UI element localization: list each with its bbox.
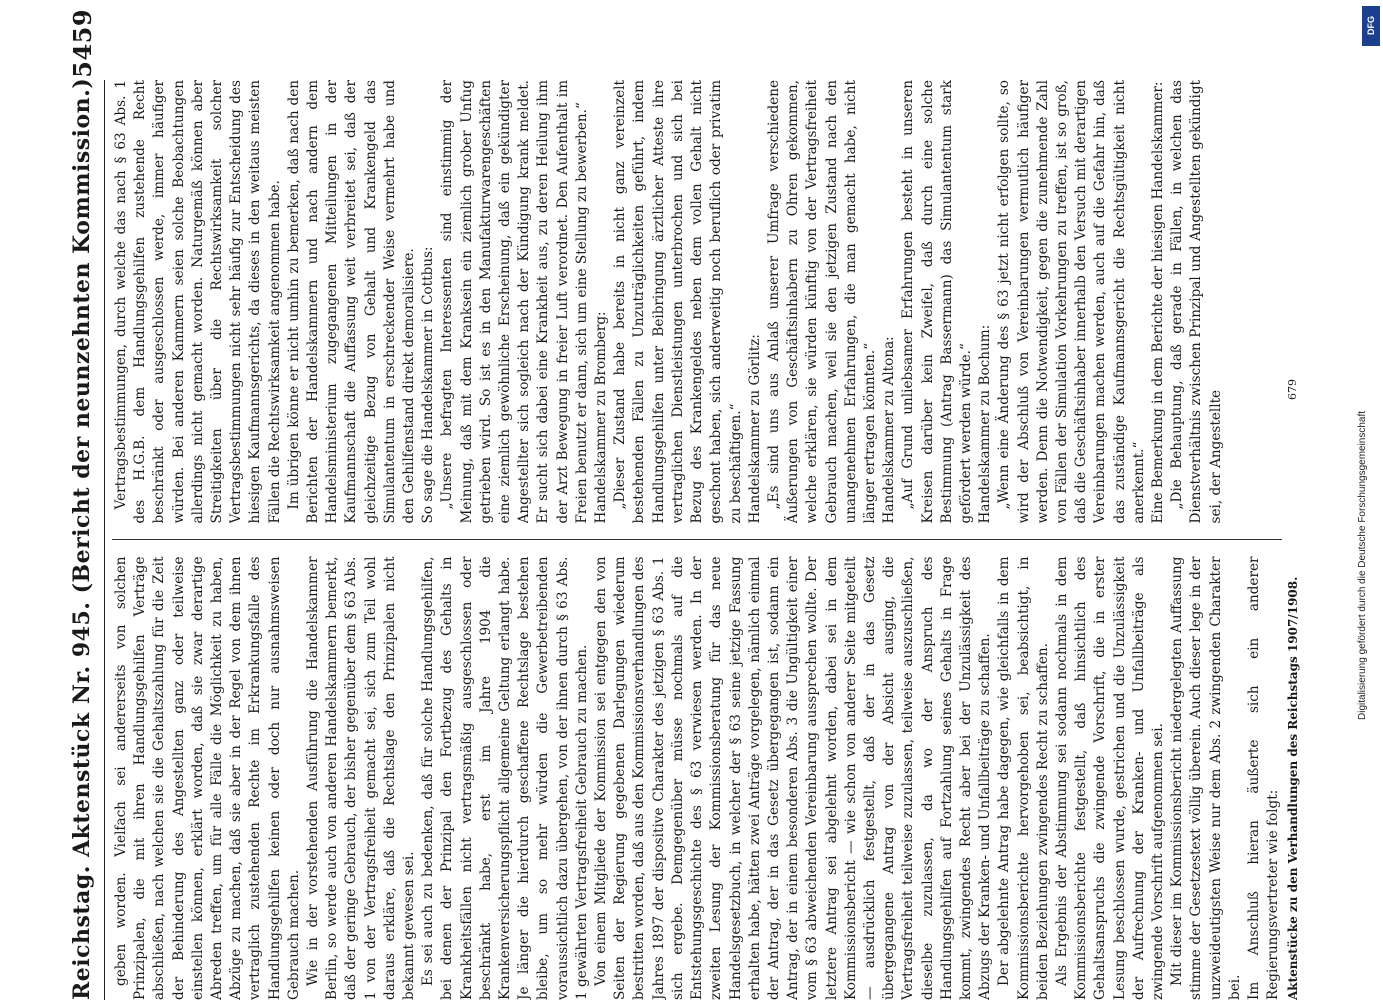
text-columns [112,80,1282,1000]
page-number: 5459 [67,8,97,78]
paragraph: Handelskammer zu Altona: [881,336,898,524]
paragraph: „Auf Grund unliebsamer Erfahrungen besteht in unseren Kreisen darüber kein Zweifel, daß durch eine solche Bestimmung (Antrag Bassermann) das Simulantentum stark gefördert werden würde.“ [900,80,974,524]
left-column [112,557,1282,1000]
paragraph: „Wenn eine Änderung des § 63 jetzt nicht erfolgen sollte, so wird der Abschluß von Vereinbarungen vermutlich häufiger werden. Denn die Notwendigkeit, gegen die zunehmende Zahl von Fällen der Simulation Vorkehrungen zu treffen, ist so groß, daß die Geschäftsinhaber innerhalb den Versuch mit derartigen Vereinbarungen machen werden, auch auf die Gefahr hin, daß das zuständige Kaufmannsgericht die Rechtsgültigkeit nicht anerkennt.“ [996,80,1147,524]
paragraph: Im Anschluß hieran äußerte sich ein anderer Regierungsvertreter wie folgt: [1245,556,1282,1000]
paragraph: Als Ergebnis der Abstimmung sei sodann nochmals in dem Kommissionsberichte festgestellt, daß hinsichtlich des Gehaltsanspruchs die zwingende Vorschrift, die in erster Lesung beschlossen wurde, gestrichen und die Unzulässigkeit der Aufrechnung der Kranken- und Unfallbeiträge als zwingende Vorschrift aufgenommen sei. [1053,556,1166,1000]
column-divider [112,540,1282,541]
paragraph: „Unsere befragten Interessenten sind einstimmig der Meinung, daß mit dem Kranksein ein ziemlich grober Unfug getrieben wird. So ist es in den Manufakturwarengeschäften eine ziemlich gewöhnliche Erscheinung, daß ein gekündigter Angestellter sich sogleich nach der Kündigung krank meldet. Er sucht sich dabei eine Krankheit aus, zu deren Heilung ihm der Arzt Bewegung in freier Luft verordnet. Den Aufenthalt im Freien benutzt er dann, sich um eine Stellung zu bewerben.“ [439,80,590,524]
paragraph: Eine Bemerkung in dem Berichte der hiesigen Handelskammer: [1149,81,1166,524]
paragraph: Es sei auch zu bedenken, daß für solche Handlungsgehilfen, bei denen der Prinzipal den Fortbezug des Gehalts in Krankheitsfällen nicht vertragsmäßig ausgeschlossen oder beschränkt habe, erst im Jahre 1904 die Krankenversicherungspflicht allgemeine Geltung erlangt habe. Je länger die hierdurch geschaffene Rechtslage bestehen bleibe, um so mehr würden die Gewerbetreibenden voraussichtlich dazu übergehen, von der ihnen durch § 63 Abs. 1 gewährten Vertragsfreiheit Gebrauch zu machen. [420,556,590,1000]
paragraph: Handelskammer zu Görlitz: [746,334,763,524]
header-title: Reichstag. Aktenstück Nr. 945. (Bericht der neunzehnten Kommission.) [69,77,95,1000]
document-page [60,0,1360,1000]
paragraph: Von einem Mitgliede der Kommission sei entgegen den von Seiten der Regierung gegebenen Darlegungen wiederum bestritten worden, daß aus den Kommissionsverhandlungen des Jahres 1897 der dispositive Charakter des jetzigen § 63 Abs. 1 sich ergebe. Demgegenüber müsse nochmals auf die Entstehungsgeschichte des § 63 verwiesen werden. In der zweiten Lesung der Kommissionsberatung für das neue Handelsgesetzbuch, in welcher der § 63 seine jetzige Fassung erhalten habe, hätten zwei Anträge vorgelegen, nämlich einmal der Antrag, der in das Gesetz übergegangen ist, sodann ein Antrag, der in einem besonderen Abs. 3 die Ungültigkeit einer vom § 63 abweichenden Vereinbarung aussprechen wollte. Der letztere Antrag sei abgelehnt worden, dabei sei in dem Kommissionsbericht — wie schon von anderer Seite mitgeteilt — ausdrücklich festgestellt, daß der in das Gesetz übergegangene Antrag von der Absicht ausging, die Vertragsfreiheit teilweise zuzulassen, teilweise auszuschließen, dieselbe zuzulassen, da wo der Anspruch des Handlungsgehilfen auf Fortzahlung seines Gehalts in Frage kommt, zwingendes Recht aber bei der Unzulässigkeit des Abzugs der Kranken- und Unfallbeiträge zu schaffen. [593,556,994,1000]
paragraph: Wie in der vorstehenden Ausführung die Handelskammer Berlin, so werde auch von anderen Handelskammern bemerkt, daß der geringe Gebrauch, der bisher gegenüber dem § 63 Abs. 1 von der Vertragsfreiheit gemacht sei, sich zum Teil wohl daraus erkläre, daß die Rechtslage den Prinzipalen nicht bekannt gewesen sei. [305,556,418,1000]
signature-mark: 679 [1286,379,1299,400]
dfg-logo: DFG [1362,6,1380,46]
paragraph: Der abgelehnte Antrag habe dagegen, wie gleichfalls in dem Kommissionsberichte hervorgehoben sei, beabsichtigt, in beiden Beziehungen zwingendes Recht zu schaffen. [996,556,1051,1000]
paragraph: So sage die Handelskammer in Cottbus: [420,246,437,524]
paragraph: Handelskammer zu Bromberg: [593,311,610,524]
right-column [112,80,1282,524]
paragraph: Im übrigen könne er nicht umhin zu bemerken, daß nach den Berichten der Handelskammern und nach andern dem Handelsministerium zugegangenen Mitteilungen in der Kaufmannschaft die Auffassung weit verbreitet sei, daß der gleichzeitige Bezug von Gehalt und Krankengeld das Simulantentum in erschreckender Weise vermehrt habe und den Gehilfenstand direkt demoralisiere. [285,80,418,524]
paragraph: Vertragsbestimmungen, durch welche das nach § 63 Abs. 1 des H.G.B. dem Handlungsgehilfen zustehende Recht beschränkt oder ausgeschlossen werde, immer häufiger würden. Bei anderen Kammern seien solche Beobachtungen allerdings nicht gemacht worden. Naturgemäß können aber Streitigkeiten über die Rechtswirksamkeit solcher Vertragsbestimmungen nicht sehr häufig zur Entscheidung des hiesigen Kaufmannsgerichts, da dieses in den weitaus meisten Fällen die Rechtswirksamkeit angenommen habe. [113,80,283,524]
paragraph: „Es sind uns aus Anlaß unserer Umfrage verschiedene Äußerungen von Geschäftsinhabern zu Ohren gekommen, welche erklären, sie würden künftig von der Vertragsfreiheit Gebrauch machen, weil sie den jetzigen Zustand nach den unangenehmen Erfahrungen, die man gemacht habe, nicht länger ertragen könnten.“ [765,80,878,524]
paragraph: geben worden. Vielfach sei andererseits von solchen Prinzipalen, die mit ihren Handlungsgehilfen Verträge abschließen, nach welchen sie die Gehaltszahlung für die Zeit der Behinderung des Angestellten ganz oder teilweise einstellen können, erklärt worden, daß sie zwar derartige Abreden treffen, um für alle Fälle die Möglichkeit zu haben, Abzüge zu machen, daß sie aber in der Regel von dem ihnen vertraglich zustehenden Rechte im Erkrankungsfalle des Handlungsgehilfen keinen oder doch nur ausnahmsweisen Gebrauch machen. [113,556,302,1000]
paragraph: Mit dieser im Kommissionsbericht niedergelegten Auffassung stimme der Gesetzestext völlig überein. Auch dieser lege in der unzweideutigsten Weise nur dem Abs. 2 zwingenden Charakter bei. [1169,556,1243,1000]
footer-note: Aktenstücke zu den Verhandlungen des Reichstags 1907/1908. [1286,576,1300,1000]
paragraph: „Die Behauptung, daß gerade in Fällen, in welchen das Dienstverhältnis zwischen Prinzipal und Angestellten gekündigt sei, der Angestellte [1169,80,1224,524]
running-header [60,8,105,1000]
paragraph: Handelskammer zu Bochum: [977,324,994,524]
paragraph: „Dieser Zustand habe bereits in nicht ganz vereinzelt bestehenden Fällen zu Unzuträglichkeiten geführt, indem Handlungsgehilfen unter Beibringung ärztlicher Atteste ihre vertraglichen Dienstleistungen unterbrochen und sich bei Bezug des Krankengeldes neben dem vollen Gehalt nicht geschont haben, sich anderweitig noch beruflich oder privatim zu beschäftigen.“ [612,80,744,524]
digitization-credit: Digitalisierung gefördert durch die Deutsche Forschungsgemeinschaft [1357,410,1368,720]
